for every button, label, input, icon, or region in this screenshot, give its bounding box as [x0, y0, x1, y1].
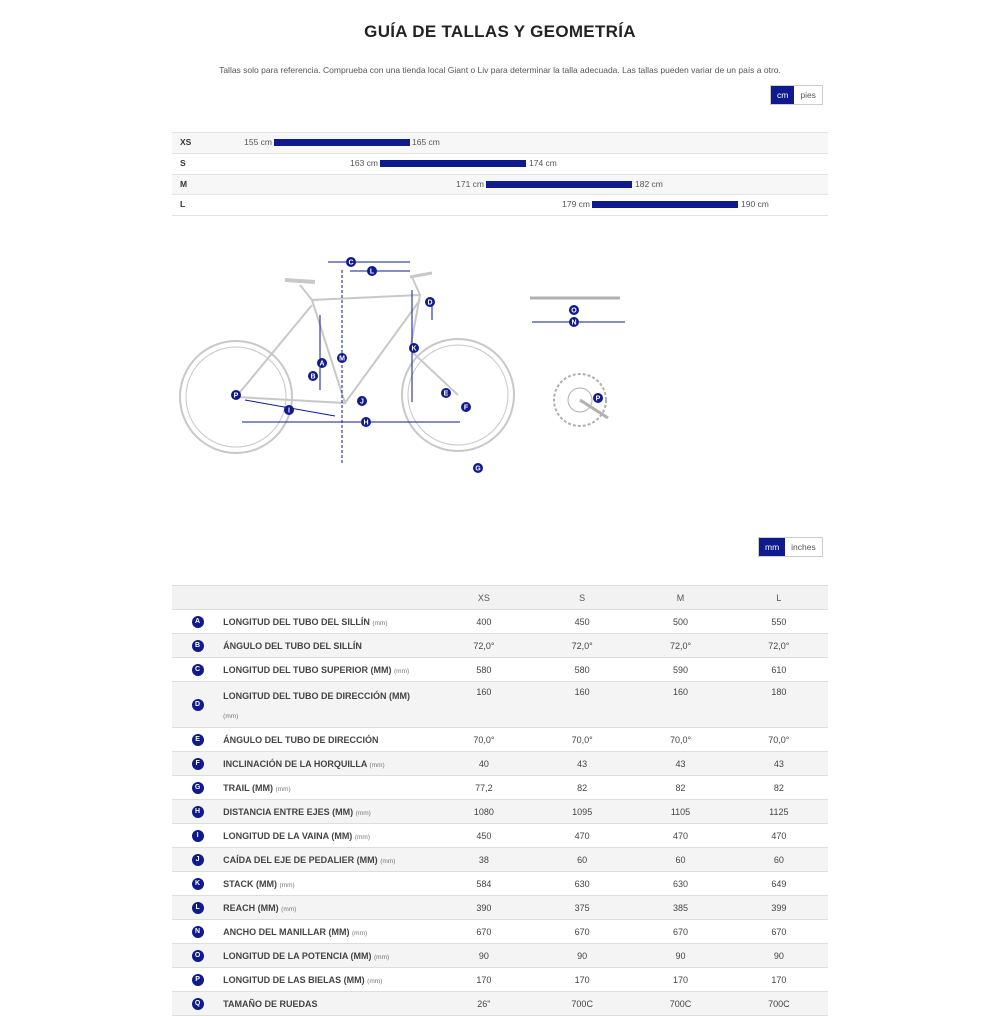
measure-name: TRAIL (MM) — [223, 782, 273, 793]
diagram-label-o: O — [571, 307, 577, 315]
diagram-label-j: J — [360, 398, 364, 406]
bike-geometry-diagram — [170, 240, 630, 480]
measure-value: 82 — [533, 776, 631, 800]
measure-value: 160 — [631, 682, 729, 728]
measure-value: 385 — [631, 896, 729, 920]
table-row — [172, 920, 828, 944]
measure-name: TAMAÑO DE RUEDAS — [223, 998, 318, 1009]
diagram-label-c: C — [348, 259, 354, 267]
diagram-label-k: K — [411, 345, 417, 353]
measure-key-badge: E — [192, 734, 204, 746]
measure-key-badge: G — [192, 782, 204, 794]
measure-name: DISTANCIA ENTRE EJES (MM) — [223, 806, 354, 817]
table-row — [172, 800, 828, 824]
geometry-unit-toggle[interactable] — [758, 537, 823, 557]
table-row — [172, 658, 828, 682]
size-disclaimer: Tallas solo para referencia. Comprueba con una tienda local Giant o Liv para determinar la talla adecuada. Las tallas pueden variar de un país a otro. — [219, 65, 781, 75]
measure-unit: (mm) — [352, 929, 368, 937]
measure-value: 580 — [533, 658, 631, 682]
measure-unit: (mm) — [380, 857, 396, 865]
rider-size-label: L — [180, 199, 186, 209]
measure-key-badge: J — [192, 854, 204, 866]
measure-value: 700C — [730, 992, 828, 1016]
table-row — [172, 968, 828, 992]
measure-value: 72,0° — [435, 634, 533, 658]
measure-value: 170 — [435, 968, 533, 992]
measure-value: 450 — [435, 824, 533, 848]
rider-min-height: 163 cm — [350, 158, 378, 168]
measure-value: 72,0° — [730, 634, 828, 658]
diagram-label-n: N — [571, 319, 577, 327]
table-row — [172, 728, 828, 752]
measure-value: 470 — [730, 824, 828, 848]
measure-value: 72,0° — [533, 634, 631, 658]
table-row — [172, 610, 828, 634]
diagram-label-d: D — [427, 299, 433, 307]
measure-value: 670 — [533, 920, 631, 944]
rider-max-height: 182 cm — [635, 179, 663, 189]
unit-mm-button[interactable]: mm — [759, 538, 785, 556]
measure-value: 60 — [730, 848, 828, 872]
measure-key-badge: B — [192, 640, 204, 652]
diagram-label-h: H — [363, 419, 369, 427]
measure-key-badge: D — [192, 699, 204, 711]
measure-key-badge: H — [192, 806, 204, 818]
measure-value: 70,0° — [533, 728, 631, 752]
rider-max-height: 165 cm — [412, 137, 440, 147]
table-row — [172, 896, 828, 920]
measure-name: LONGITUD DEL TUBO DE DIRECCIÓN (MM) — [223, 691, 410, 701]
measure-key-badge: F — [192, 758, 204, 770]
measure-value: 550 — [730, 610, 828, 634]
table-header-row — [172, 586, 828, 610]
measure-unit: (mm) — [275, 785, 291, 793]
diagram-label-p: P — [595, 395, 601, 403]
measure-value: 400 — [435, 610, 533, 634]
measure-value: 649 — [730, 872, 828, 896]
measure-unit: (mm) — [281, 905, 297, 913]
measure-name: LONGITUD DEL TUBO SUPERIOR (MM) — [223, 664, 392, 675]
measure-value: 90 — [533, 944, 631, 968]
measure-value: 500 — [631, 610, 729, 634]
measure-value: 1080 — [435, 800, 533, 824]
size-header-m: M — [631, 586, 729, 610]
diagram-label-b: B — [310, 373, 316, 381]
measure-key-badge: C — [192, 664, 204, 676]
measure-value: 82 — [730, 776, 828, 800]
diagram-label-e: E — [443, 390, 449, 398]
rider-row-l — [172, 194, 828, 216]
table-row — [172, 776, 828, 800]
measure-value: 580 — [435, 658, 533, 682]
measure-unit: (mm) — [369, 761, 385, 769]
measure-value: 70,0° — [730, 728, 828, 752]
measure-unit: (mm) — [354, 833, 370, 841]
measure-value: 90 — [730, 944, 828, 968]
rider-size-label: S — [180, 158, 186, 168]
measure-value: 470 — [631, 824, 729, 848]
rider-max-height: 174 cm — [529, 158, 557, 168]
page-title: GUÍA DE TALLAS Y GEOMETRÍA — [364, 22, 636, 41]
measure-unit: (mm) — [367, 977, 383, 985]
measure-value: 70,0° — [435, 728, 533, 752]
measure-value: 399 — [730, 896, 828, 920]
table-row — [172, 634, 828, 658]
diagram-label-f: F — [463, 404, 469, 412]
measure-value: 470 — [533, 824, 631, 848]
measure-key-badge: I — [192, 830, 204, 842]
unit-feet-button[interactable]: pies — [794, 86, 822, 104]
measure-key-badge: A — [192, 616, 204, 628]
unit-inches-button[interactable]: inches — [785, 538, 822, 556]
table-row — [172, 682, 828, 728]
unit-cm-button[interactable]: cm — [771, 86, 794, 104]
rider-height-bar — [486, 181, 632, 188]
measure-unit: (mm) — [374, 953, 390, 961]
measure-key-badge: P — [192, 974, 204, 986]
measure-value: 160 — [435, 682, 533, 728]
diagram-label-g: G — [475, 465, 481, 473]
rider-row-m — [172, 174, 828, 195]
measure-name: INCLINACIÓN DE LA HORQUILLA — [223, 758, 367, 769]
rider-max-height: 190 cm — [741, 199, 769, 209]
measure-value: 584 — [435, 872, 533, 896]
measure-value: 82 — [631, 776, 729, 800]
rider-row-s — [172, 153, 828, 174]
measure-key-badge: K — [192, 878, 204, 890]
measure-value: 38 — [435, 848, 533, 872]
measure-key-badge: Q — [192, 998, 204, 1010]
measure-name: STACK (MM) — [223, 878, 277, 889]
diagram-label-a: A — [319, 360, 325, 368]
rider-height-bar — [274, 139, 410, 146]
measure-value: 170 — [533, 968, 631, 992]
measure-value: 630 — [533, 872, 631, 896]
measure-unit: (mm) — [279, 881, 295, 889]
measure-key-badge: N — [192, 926, 204, 938]
measure-value: 40 — [435, 752, 533, 776]
measure-key-badge: L — [192, 902, 204, 914]
rider-min-height: 155 cm — [244, 137, 272, 147]
measure-key-badge: O — [192, 950, 204, 962]
table-row — [172, 824, 828, 848]
size-header-xs: XS — [435, 586, 533, 610]
measure-value: 26" — [435, 992, 533, 1016]
measure-value: 77,2 — [435, 776, 533, 800]
measure-unit: (mm) — [223, 713, 239, 720]
measure-value: 90 — [435, 944, 533, 968]
measure-value: 170 — [730, 968, 828, 992]
measure-value: 450 — [533, 610, 631, 634]
measure-value: 180 — [730, 682, 828, 728]
measure-value: 72,0° — [631, 634, 729, 658]
measure-value: 375 — [533, 896, 631, 920]
measure-value: 90 — [631, 944, 729, 968]
measure-name: LONGITUD DE LA VAINA (MM) — [223, 830, 353, 841]
diagram-label-q: P — [233, 392, 239, 400]
measure-name: ÁNGULO DEL TUBO DEL SILLÍN — [223, 640, 362, 651]
measure-value: 1125 — [730, 800, 828, 824]
measure-value: 60 — [533, 848, 631, 872]
table-row — [172, 992, 828, 1016]
measure-name: ÁNGULO DEL TUBO DE DIRECCIÓN — [223, 734, 379, 745]
measure-value: 43 — [533, 752, 631, 776]
measure-value: 700C — [631, 992, 729, 1016]
measure-unit: (mm) — [355, 809, 371, 817]
measure-value: 160 — [533, 682, 631, 728]
table-row — [172, 752, 828, 776]
measure-value: 170 — [631, 968, 729, 992]
measure-name: LONGITUD DEL TUBO DEL SILLÍN — [223, 616, 370, 627]
size-header-s: S — [533, 586, 631, 610]
rider-size-label: XS — [180, 137, 192, 147]
measure-value: 390 — [435, 896, 533, 920]
measure-value: 670 — [435, 920, 533, 944]
measure-unit: (mm) — [394, 667, 410, 675]
diagram-label-i: I — [288, 407, 290, 415]
diagram-label-m: M — [339, 355, 345, 363]
rider-row-xs — [172, 132, 828, 153]
geometry-table — [172, 585, 828, 1016]
rider-height-bar — [592, 201, 738, 208]
measure-name: REACH (MM) — [223, 902, 279, 913]
measure-name: CAÍDA DEL EJE DE PEDALIER (MM) — [223, 854, 378, 865]
table-row — [172, 848, 828, 872]
measure-unit: (mm) — [372, 619, 388, 627]
measure-value: 670 — [631, 920, 729, 944]
measure-value: 700C — [533, 992, 631, 1016]
measure-name: LONGITUD DE LAS BIELAS (MM) — [223, 974, 365, 985]
measure-value: 43 — [631, 752, 729, 776]
table-row — [172, 944, 828, 968]
measure-value: 670 — [730, 920, 828, 944]
measure-name: LONGITUD DE LA POTENCIA (MM) — [223, 950, 372, 961]
rider-size-label: M — [180, 179, 188, 189]
measure-value: 610 — [730, 658, 828, 682]
table-row — [172, 872, 828, 896]
measure-value: 1105 — [631, 800, 729, 824]
measure-value: 60 — [631, 848, 729, 872]
rider-min-height: 171 cm — [456, 179, 484, 189]
height-unit-toggle[interactable] — [770, 85, 823, 105]
rider-min-height: 179 cm — [562, 199, 590, 209]
size-header-l: L — [730, 586, 828, 610]
measure-value: 590 — [631, 658, 729, 682]
measure-value: 1095 — [533, 800, 631, 824]
measure-value: 43 — [730, 752, 828, 776]
measure-value: 630 — [631, 872, 729, 896]
rider-height-bar — [380, 160, 526, 167]
diagram-label-l: L — [369, 268, 375, 276]
measure-value: 70,0° — [631, 728, 729, 752]
measure-name: ANCHO DEL MANILLAR (MM) — [223, 926, 350, 937]
